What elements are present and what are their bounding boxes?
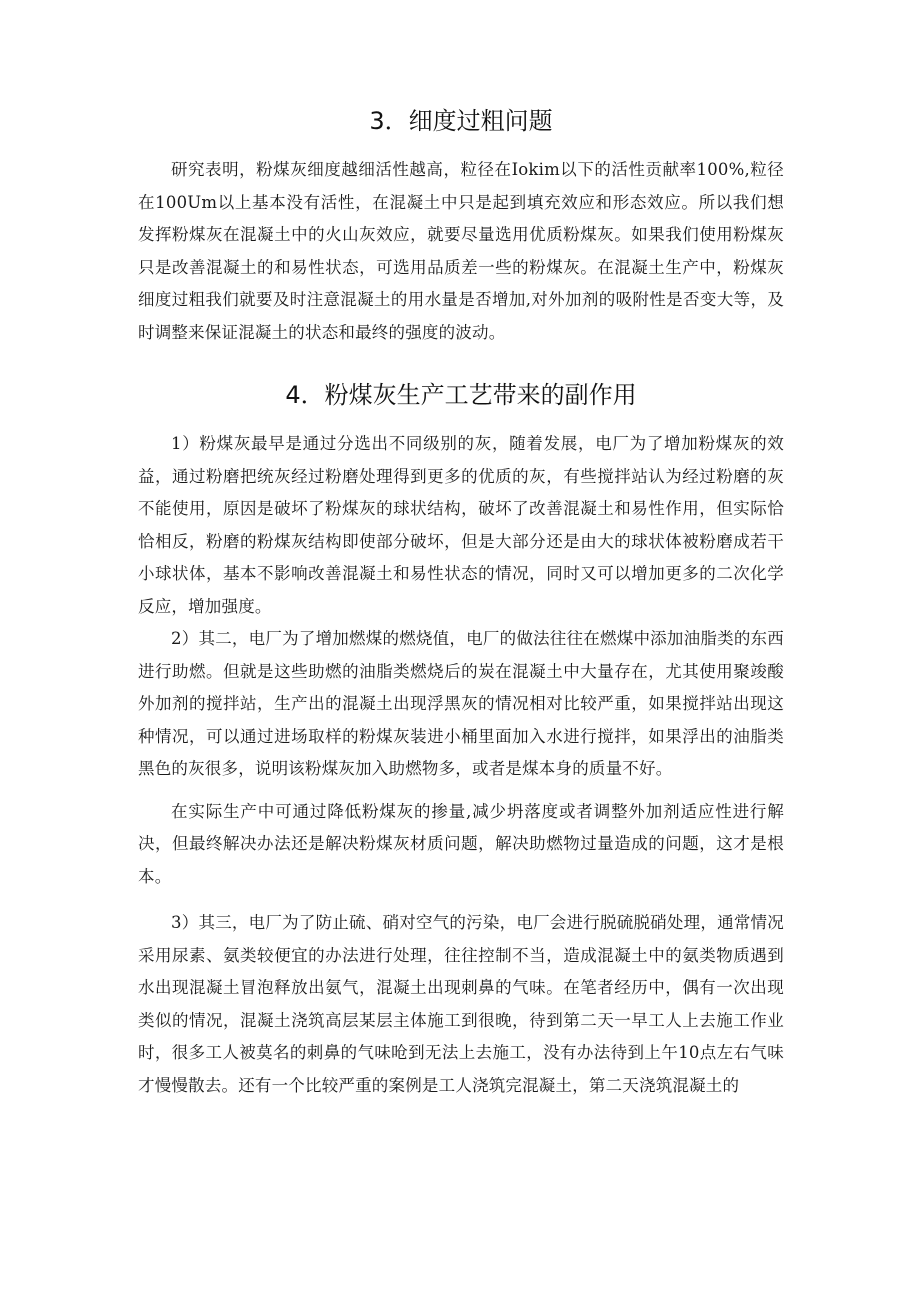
section-4-heading: 4．粉煤灰生产工艺带来的副作用 [285, 381, 637, 409]
section-4-paragraph-2: 2）其二，电厂为了增加燃煤的燃烧值，电厂的做法往往在燃煤中添加油脂类的东西进行助燃。但就是这些助燃的油脂类燃烧后的炭在混凝土中大量存在，尤其使用聚竣酸外加剂的搅拌站，生产出的混凝土出现浮黑灰的情况相对比较严重，如果搅拌站出现这种情况，可以通过进场取样的粉煤灰装进小桶里面加入水进行搅拌，如果浮出的油脂类黑色的灰很多，说明该粉煤灰加入助燃物多，或者是煤本身的质量不好。 [138, 629, 784, 778]
section-4-paragraph-4: 3）其三，电厂为了防止硫、硝对空气的污染，电厂会进行脱硫脱硝处理，通常情况采用尿素、氨类较便宜的办法进行处理，往往控制不当，造成混凝土中的氨类物质遇到水出现混凝土冒泡释放出氨气，混凝土出现刺鼻的气味。在笔者经历中，偶有一次出现类似的情况，混凝土浇筑高层某层主体施工到很晚，待到第二天一早工人上去施工作业时，很多工人被莫名的刺鼻的气味呛到无法上去施工，没有办法待到上午10点左右气味才慢慢散去。还有一个比较严重的案例是工人浇筑完混凝土，第二天浇筑混凝土的 [138, 913, 784, 1095]
section-4-paragraph-1: 1）粉煤灰最早是通过分选出不同级别的灰，随着发展，电厂为了增加粉煤灰的效益，通过粉磨把统灰经过粉磨处理得到更多的优质的灰，有些搅拌站认为经过粉磨的灰不能使用，原因是破坏了粉煤灰的球状结构，破坏了改善混凝土和易性作用，但实际恰恰相反，粉磨的粉煤灰结构即使部分破坏，但是大部分还是由大的球状体被粉磨成若干小球状体，基本不影响改善混凝土和易性状态的情况，同时又可以增加更多的二次化学反应，增加强度。 [138, 434, 784, 616]
section-3-heading: 3．细度过粗问题 [369, 107, 553, 135]
section-3-paragraph-1: 研究表明，粉煤灰细度越细活性越高，粒径在Iokim以下的活性贡献率100%,粒径在100Um以上基本没有活性，在混凝土中只是起到填充效应和形态效应。所以我们想发挥粉煤灰在混凝土中的火山灰效应，就要尽量选用优质粉煤灰。如果我们使用粉煤灰只是改善混凝土的和易性状态，可选用品质差一些的粉煤灰。在混凝土生产中，粉煤灰细度过粗我们就要及时注意混凝土的用水量是否增加,对外加剂的吸附性是否变大等，及时调整来保证混凝土的状态和最终的强度的波动。 [138, 160, 784, 342]
document-page [138, 0, 784, 1102]
section-4-paragraph-3: 在实际生产中可通过降低粉煤灰的掺量,减少坍落度或者调整外加剂适应性进行解决，但最终解决办法还是解决粉煤灰材质问题，解决助燃物过量造成的问题，这才是根本。 [138, 801, 784, 886]
